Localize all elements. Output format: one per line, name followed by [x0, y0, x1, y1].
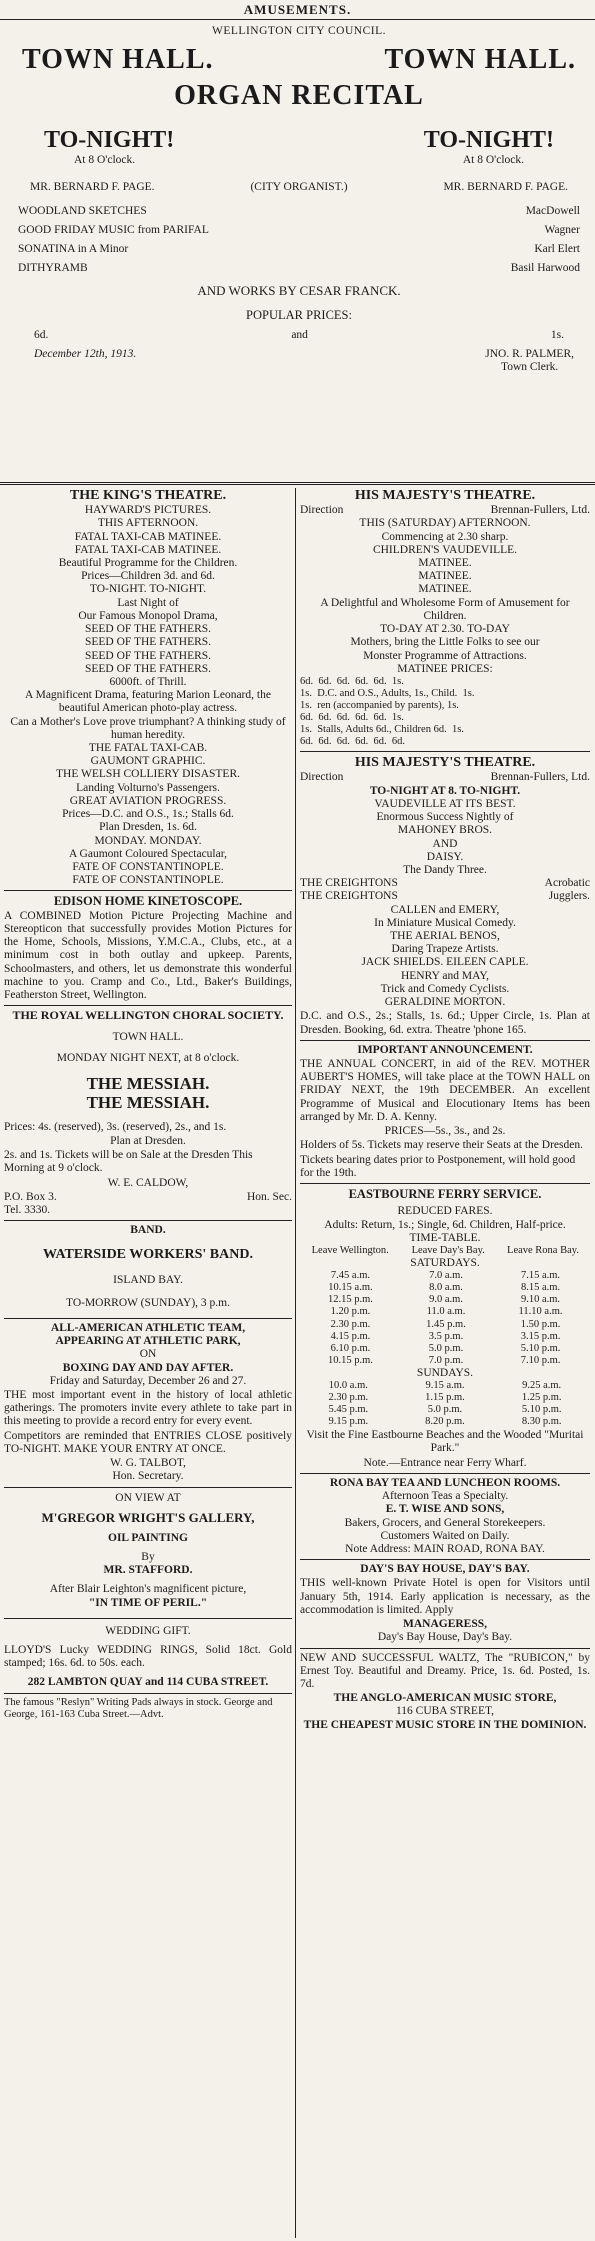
- act-name: THE CREIGHTONS: [300, 890, 398, 903]
- ferry-row: [300, 1392, 590, 1404]
- gallery-ad: [4, 1492, 292, 1610]
- ferry-time: 7.0 a.m.: [429, 1270, 463, 1282]
- ferry-time: 2.30 p.m.: [328, 1392, 369, 1404]
- left-column: [4, 488, 292, 1722]
- section-header: AMUSEMENTS.: [0, 0, 595, 20]
- kings-line: Plan Dresden, 1s. 6d.: [99, 821, 197, 834]
- rona-ad: [300, 1477, 590, 1556]
- gallery-artist: MR. STAFFORD.: [103, 1564, 193, 1577]
- popular-prices: POPULAR PRICES:: [246, 308, 352, 323]
- wedding-address: 282 LAMBTON QUAY and 114 CUBA STREET.: [27, 1676, 269, 1689]
- kings-line: HAYWARD'S PICTURES.: [84, 504, 212, 517]
- daysbay-place: Day's Bay House, Day's Bay.: [377, 1631, 513, 1644]
- his1-title: HIS MAJESTY'S THEATRE.: [354, 488, 536, 503]
- kings-line: FATAL TAXI-CAB MATINEE.: [74, 543, 222, 556]
- works-line: AND WORKS BY CESAR FRANCK.: [197, 282, 401, 298]
- programme-composer: Wagner: [544, 223, 580, 236]
- ferry-sundays: SUNDAYS.: [416, 1366, 474, 1379]
- organ-recital-title: ORGAN RECITAL: [174, 80, 424, 112]
- rona-specialty: Afternoon Teas a Specialty.: [381, 1490, 509, 1503]
- aubert-holders: Holders of 5s. Tickets may reserve their Seats at the Dresden.: [300, 1139, 583, 1152]
- ferry-time: 5.0 p.m.: [428, 1342, 464, 1354]
- ferry-row: [300, 1331, 590, 1343]
- band-ad: [4, 1224, 292, 1310]
- choral-prices: Prices: 4s. (reserved), 3s. (reserved), 2s., and 1s.: [4, 1120, 227, 1133]
- organist-right: MR. BERNARD F. PAGE.: [443, 181, 568, 194]
- kings-line: FATE OF CONSTANTINOPLE.: [72, 874, 224, 887]
- kings-line: THE FATAL TAXI-CAB.: [88, 742, 208, 755]
- his2-line: MAHONEY BROS.: [397, 824, 493, 837]
- waltz-body: NEW AND SUCCESSFUL WALTZ, The "RUBICON," by Ernest Toy. Beautiful and Dreamy. Price, 1s. 6d. Posted, 1s. 7d.: [300, 1651, 590, 1690]
- waltz-street: 116 CUBA STREET,: [395, 1705, 495, 1718]
- kings-line: GAUMONT GRAPHIC.: [90, 755, 206, 768]
- athletic-ad: [4, 1322, 292, 1484]
- rona-customers: Customers Waited on Daily.: [380, 1529, 510, 1542]
- wedding-body: LLOYD'S Lucky WEDDING RINGS, Solid 18ct. Gold stamped; 16s. 6d. to 50s. each.: [4, 1644, 292, 1670]
- kings-line: FATAL TAXI-CAB MATINEE.: [74, 530, 222, 543]
- tonight-right: TO-NIGHT!: [423, 126, 554, 153]
- his2-line: In Miniature Musical Comedy.: [374, 916, 516, 929]
- gallery-picture: "IN TIME OF PERIL.": [88, 1596, 208, 1609]
- messiah-1: THE MESSIAH.: [86, 1073, 210, 1093]
- rona-title: RONA BAY TEA AND LUNCHEON ROOMS.: [329, 1476, 561, 1489]
- ferry-row: [300, 1343, 590, 1355]
- programme-piece: SONATINA in A Minor: [18, 243, 129, 256]
- kings-line: Beautiful Programme for the Children.: [58, 556, 238, 569]
- ferry-time: 7.45 a.m.: [330, 1270, 370, 1282]
- band-title: BAND.: [130, 1224, 166, 1237]
- ferry-time: 10.15 p.m.: [328, 1354, 373, 1366]
- ferry-row: [300, 1355, 590, 1367]
- ferry-time: 9.0 a.m.: [429, 1294, 463, 1306]
- programme-row: [18, 243, 580, 256]
- his2-acts: [300, 877, 590, 903]
- kings-line: Last Night of: [117, 596, 179, 609]
- his2-line: DAISY.: [426, 850, 464, 863]
- ferry-time: 11.0 a.m.: [426, 1306, 466, 1318]
- his1-line: Commencing at 2.30 sharp.: [381, 530, 509, 543]
- his1-line: TO-DAY AT 2.30. TO-DAY: [380, 623, 510, 636]
- ferry-row: [300, 1319, 590, 1331]
- aubert-title: IMPORTANT ANNOUNCEMENT.: [357, 1043, 533, 1056]
- ferry-sunday-table: [300, 1380, 590, 1428]
- his1-price-row: 6d. 6d. 6d. 6d. 6d. 6d.: [300, 736, 405, 748]
- gallery-oil: OIL PAINTING: [108, 1531, 188, 1544]
- ferry-visit: Visit the Fine Eastbourne Beaches and the Wooded "Muritai Park.": [306, 1429, 584, 1455]
- ferry-timetable: TIME-TABLE.: [409, 1231, 481, 1244]
- his-majestys-vaudeville-ad: [300, 755, 590, 1036]
- ferry-time: 3.5 p.m.: [428, 1330, 464, 1342]
- programme-piece: WOODLAND SKETCHES: [18, 204, 147, 217]
- kings-line: SEED OF THE FATHERS.: [84, 649, 212, 662]
- his1-line: Mothers, bring the Little Folks to see our: [350, 636, 540, 649]
- ferry-time: 11.10 a.m.: [518, 1306, 563, 1318]
- council-line: WELLINGTON CITY COUNCIL.: [212, 25, 386, 37]
- ferry-time: 7.0 p.m.: [428, 1354, 464, 1366]
- choral-ad: [4, 1009, 292, 1217]
- kings-line: A Gaumont Coloured Spectacular,: [69, 847, 227, 860]
- ferry-time: 10.0 a.m.: [328, 1380, 368, 1391]
- ferry-time: 7.15 a.m.: [520, 1270, 561, 1282]
- act-row: [300, 890, 590, 903]
- ferry-time: 3.15 p.m.: [520, 1330, 561, 1342]
- organist-left: MR. BERNARD F. PAGE.: [30, 181, 155, 194]
- kings-line: GREAT AVIATION PROGRESS.: [69, 794, 227, 807]
- ferry-time: 5.10 p.m.: [521, 1404, 562, 1416]
- ferry-time: 9.15 a.m.: [425, 1380, 465, 1391]
- at8-right: At 8 O'clock.: [462, 154, 524, 167]
- his1-line: MATINEE.: [418, 556, 472, 569]
- programme-piece: GOOD FRIDAY MUSIC from PARIFAL: [18, 223, 209, 236]
- at8-left: At 8 O'clock.: [74, 154, 136, 167]
- his2-line: Trick and Comedy Cyclists.: [380, 982, 510, 995]
- ferry-time: 7.10 p.m.: [520, 1354, 561, 1366]
- ferry-time: 4.15 p.m.: [330, 1330, 371, 1342]
- days-bay-ad: [300, 1563, 590, 1644]
- his2-line: Enormous Success Nightly of: [376, 811, 514, 824]
- ferry-time: 1.45 p.m.: [426, 1318, 466, 1330]
- ferry-time: 6.10 p.m.: [330, 1342, 371, 1354]
- athletic-title-2: APPEARING AT ATHLETIC PARK,: [55, 1335, 241, 1348]
- his1-line: CHILDREN'S VAUDEVILLE.: [372, 543, 518, 556]
- ferry-time: 8.30 p.m.: [521, 1416, 562, 1428]
- his2-lines: [300, 798, 590, 877]
- his1-line: A Delightful and Wholesome Form of Amusement for Children.: [320, 596, 570, 622]
- his2-direction-r: Brennan-Fullers, Ltd.: [490, 771, 590, 784]
- his1-direction-r: Brennan-Fullers, Ltd.: [490, 504, 590, 517]
- ferry-reduced: REDUCED FARES.: [397, 1205, 493, 1218]
- choral-tickets: 2s. and 1s. Tickets will be on Sale at the Dresden This Morning at 9 o'clock.: [4, 1149, 253, 1175]
- messiah-2: THE MESSIAH.: [86, 1093, 210, 1113]
- ferry-time: 5.10 p.m.: [520, 1342, 561, 1354]
- ferry-time: 9.15 p.m.: [328, 1416, 369, 1428]
- ferry-time: 8.20 p.m.: [425, 1416, 465, 1428]
- choral-tel: Tel. 3330.: [4, 1203, 51, 1216]
- band-name: WATERSIDE WORKERS' BAND.: [43, 1247, 253, 1263]
- ferry-row: [300, 1306, 590, 1318]
- tonight-left: TO-NIGHT!: [44, 126, 175, 153]
- rona-trade: Bakers, Grocers, and General Storekeepers.: [344, 1516, 546, 1529]
- his2-line: HENRY and MAY,: [400, 969, 490, 982]
- ferry-time: 8.15 a.m.: [520, 1282, 561, 1294]
- aubert-body: THE ANNUAL CONCERT, in aid of the REV. MOTHER AUBERT'S HOMES, will take place at the TOWN HALL on FRIDAY NEXT, the 19th DECEMBER. An excellent Programme of Musical and Elocutionary Items has been arranged by Mr. D. A. Kenny.: [300, 1058, 590, 1123]
- his2-line: AND: [432, 837, 458, 850]
- gallery-title: ON VIEW AT: [115, 1491, 181, 1504]
- price-and: and: [291, 328, 308, 341]
- band-when: TO-MORROW (SUNDAY), 3 p.m.: [66, 1296, 230, 1309]
- waltz-cheapest: THE CHEAPEST MUSIC STORE IN THE DOMINION.: [303, 1718, 587, 1731]
- ferry-row: [300, 1270, 590, 1282]
- choral-po: P.O. Box 3.: [4, 1190, 57, 1203]
- ferry-row: [300, 1282, 590, 1294]
- ferry-saturdays: SATURDAYS.: [410, 1257, 480, 1270]
- gallery-name: M'GREGOR WRIGHT'S GALLERY,: [41, 1509, 255, 1525]
- programme-composer: Karl Elert: [534, 243, 580, 256]
- kings-line: MONDAY. MONDAY.: [94, 834, 202, 847]
- act-role: Acrobatic: [544, 877, 590, 890]
- rona-firm: E. T. WISE AND SONS,: [385, 1503, 505, 1516]
- athletic-sig: W. G. TALBOT,: [110, 1457, 186, 1470]
- kings-line: Landing Volturno's Passengers.: [76, 781, 220, 794]
- his1-line: MATINEE PRICES:: [397, 662, 493, 675]
- kings-line: 6000ft. of Thrill.: [109, 675, 187, 688]
- his1-price-row: 6d. 6d. 6d. 6d. 6d. 1s.: [300, 712, 404, 724]
- his1-price-row: 1s. D.C. and O.S., Adults, 1s., Child. 1s.: [300, 688, 475, 699]
- kings-theatre-ad: [4, 488, 292, 887]
- waltz-store: THE ANGLO-AMERICAN MUSIC STORE,: [333, 1692, 557, 1705]
- programme-list: [14, 205, 584, 276]
- his2-tonight: TO-NIGHT AT 8. TO-NIGHT.: [369, 784, 521, 797]
- aubert-ad: [300, 1044, 590, 1180]
- ferry-time: 1.15 p.m.: [425, 1392, 465, 1404]
- ferry-time: 1.25 p.m.: [521, 1392, 562, 1404]
- his2-line: CALLEN and EMERY,: [390, 903, 500, 916]
- ferry-row: [300, 1380, 590, 1392]
- ferry-time: 1.50 p.m.: [520, 1318, 561, 1330]
- kings-line: Our Famous Monopol Drama,: [78, 609, 218, 622]
- waltz-ad: [300, 1652, 590, 1732]
- programme-row: [18, 205, 580, 218]
- his2-line: JACK SHIELDS. EILEEN CAPLE.: [361, 956, 529, 969]
- reslyn-advt: The famous "Reslyn" Writing Pads always in stock. George and George, 161-163 Cuba Street.—Advt.: [4, 1696, 273, 1720]
- ferry-title: EASTBOURNE FERRY SERVICE.: [348, 1186, 542, 1201]
- athletic-title-3: ON: [139, 1348, 157, 1361]
- ferry-row: [300, 1294, 590, 1306]
- his1-line: MATINEE.: [418, 570, 472, 583]
- ferry-saturday-table: [300, 1270, 590, 1367]
- athletic-entries: Competitors are reminded that ENTRIES CLOSE positively TO-NIGHT. MAKE YOUR ENTRY AT ONCE.: [4, 1429, 292, 1455]
- kings-line: A Magnificent Drama, featuring Marion Leonard, the beautiful American photo-play actress.: [25, 689, 271, 715]
- his1-direction-l: Direction: [300, 504, 344, 517]
- his2-direction-l: Direction: [300, 771, 344, 784]
- choral-when: MONDAY NIGHT NEXT, at 8 o'clock.: [56, 1052, 240, 1065]
- ferry-time: 2.30 p.m.: [330, 1318, 371, 1330]
- programme-composer: MacDowell: [525, 204, 580, 217]
- kings-line: Can a Mother's Love prove triumphant? A thinking study of human heredity.: [10, 715, 286, 741]
- kings-line: Prices—D.C. and O.S., 1s.; Stalls 6d.: [62, 808, 234, 821]
- ferry-fares: Adults: Return, 1s.; Single, 6d. Children, Half-price.: [324, 1218, 566, 1231]
- band-place: ISLAND BAY.: [113, 1273, 183, 1286]
- edison-title: EDISON HOME KINETOSCOPE.: [53, 894, 243, 909]
- ferry-col-head: Leave Day's Bay.: [411, 1245, 485, 1256]
- his2-line: THE AERIAL BENOS,: [390, 930, 500, 943]
- athletic-dates: Friday and Saturday, December 26 and 27.: [49, 1374, 247, 1387]
- ferry-time: 8.0 a.m.: [429, 1282, 463, 1294]
- notice-date: December 12th, 1913.: [34, 348, 137, 361]
- gallery-after: After Blair Leighton's magnificent picture,: [49, 1583, 247, 1596]
- ferry-col-head: Leave Rona Bay.: [507, 1245, 579, 1256]
- ferry-time: 10.15 a.m.: [328, 1282, 373, 1294]
- choral-title: THE ROYAL WELLINGTON CHORAL SOCIETY.: [12, 1008, 284, 1023]
- choral-venue: TOWN HALL.: [112, 1031, 184, 1044]
- daysbay-title: DAY'S BAY HOUSE, DAY'S BAY.: [360, 1563, 530, 1576]
- programme-row: [18, 262, 580, 275]
- programme-row: [18, 224, 580, 237]
- his1-line: THIS (SATURDAY) AFTERNOON.: [359, 517, 531, 530]
- clerk-name: JNO. R. PALMER,: [485, 348, 574, 361]
- ferry-row: [300, 1416, 590, 1428]
- programme-composer: Basil Harwood: [510, 262, 580, 275]
- kings-line: Prices—Children 3d. and 6d.: [81, 570, 215, 583]
- his-majestys-matinee-ad: [300, 488, 590, 748]
- kings-line: SEED OF THE FATHERS.: [84, 636, 212, 649]
- ferry-ad: [300, 1187, 590, 1470]
- choral-sec: Hon. Sec.: [246, 1190, 292, 1203]
- edison-body: A COMBINED Motion Picture Projecting Machine and Stereopticon that successfully provides Motion Pictures for the Home, Schools, Missions, Y.M.C.A., Clubs, etc., at a minimum cost in both outlay and upkeep. Parents, Schoolmasters, and others, let us demonstrate this wonderful machine to you. Cramp and Co., Ltd., Baker's Buildings, Featherston Street, Wellington.: [4, 909, 292, 1002]
- ferry-time: 1.20 p.m.: [330, 1306, 371, 1318]
- athletic-title-4: BOXING DAY AND DAY AFTER.: [62, 1361, 234, 1374]
- ferry-col-head: Leave Wellington.: [311, 1245, 389, 1256]
- kings-title: THE KING'S THEATRE.: [69, 488, 227, 503]
- his1-line: Monster Programme of Attractions.: [363, 649, 527, 662]
- organist-mid: (CITY ORGANIST.): [250, 181, 348, 194]
- town-hall-right: TOWN HALL.: [384, 44, 576, 76]
- act-role: Jugglers.: [548, 890, 590, 903]
- his1-line: MATINEE.: [418, 583, 472, 596]
- ferry-table: [300, 1245, 590, 1257]
- town-hall-left: TOWN HALL.: [22, 44, 214, 76]
- ferry-time: 9.10 a.m.: [520, 1294, 561, 1306]
- ferry-time: 5.0 p.m.: [427, 1404, 463, 1416]
- his2-line: The Dandy Three.: [403, 863, 487, 876]
- price-left: 6d.: [34, 328, 49, 341]
- aubert-tickets: Tickets bearing dates prior to Postponement, will hold good for the 19th.: [300, 1153, 576, 1179]
- kings-line: TO-NIGHT. TO-NIGHT.: [89, 583, 207, 596]
- his2-line: Daring Trapeze Artists.: [391, 943, 499, 956]
- his1-price-row: 1s. Stalls, Adults 6d., Children 6d. 1s.: [300, 724, 464, 736]
- ferry-time: 12.15 p.m.: [328, 1294, 373, 1306]
- kings-line: FATE OF CONSTANTINOPLE.: [72, 861, 224, 873]
- ferry-row: [300, 1404, 590, 1416]
- athletic-title-1: ALL-AMERICAN ATHLETIC TEAM,: [50, 1321, 246, 1334]
- kings-line: THIS AFTERNOON.: [97, 517, 199, 530]
- choral-sig: W. E. CALDOW,: [107, 1176, 189, 1189]
- wedding-ad: [4, 1625, 292, 1690]
- his2-title: HIS MAJESTY'S THEATRE.: [354, 755, 536, 771]
- choral-plan: Plan at Dresden.: [110, 1134, 186, 1147]
- act-name: THE CREIGHTONS: [300, 877, 398, 890]
- wedding-title: WEDDING GIFT.: [105, 1624, 191, 1637]
- kings-line: SEED OF THE FATHERS.: [84, 623, 212, 636]
- act-row: [300, 877, 590, 890]
- kings-line: THE WELSH COLLIERY DISASTER.: [56, 768, 240, 781]
- ferry-note: Note.—Entrance near Ferry Wharf.: [363, 1456, 527, 1469]
- programme-piece: DITHYRAMB: [18, 262, 88, 275]
- his2-line: GERALDINE MORTON.: [384, 996, 506, 1009]
- kings-line: SEED OF THE FATHERS.: [84, 662, 212, 675]
- his2-lines2: [300, 904, 590, 1010]
- athletic-body: THE most important event in the history of local athletic gatherings. The promoters invite every athlete to take part in this meeting to provide a record entry for every event.: [4, 1389, 292, 1428]
- edison-ad: [4, 894, 292, 1002]
- his1-lines: [300, 517, 590, 676]
- aubert-prices: PRICES—5s., 3s., and 2s.: [384, 1125, 506, 1138]
- organ-recital-ad: [14, 22, 584, 482]
- gallery-by: By: [141, 1550, 155, 1563]
- athletic-sec: Hon. Secretary.: [112, 1470, 184, 1483]
- his1-prices: [300, 676, 590, 748]
- his1-price-row: 1s. ren (accompanied by parents), 1s.: [300, 700, 459, 712]
- ferry-time: 9.25 a.m.: [522, 1380, 562, 1391]
- his2-prices: D.C. and O.S., 2s.; Stalls, 1s. 6d.; Upper Circle, 1s. Plan at Dresden. Booking, 6d. extra. Theatre 'phone 165.: [300, 1010, 590, 1036]
- ferry-time: 5.45 p.m.: [328, 1404, 369, 1416]
- rona-address: Note Address: MAIN ROAD, RONA BAY.: [345, 1543, 545, 1555]
- price-right: 1s.: [550, 328, 564, 341]
- kings-lines: [4, 504, 292, 887]
- daysbay-body: THIS well-known Private Hotel is open for Visitors until January 5th, 1914. Early application is necessary, as the accommodation is limited. Apply: [300, 1577, 590, 1616]
- his1-price-row: 6d. 6d. 6d. 6d. 6d. 1s.: [300, 675, 404, 687]
- clerk-title: Town Clerk.: [500, 361, 559, 374]
- right-column: [300, 488, 590, 1732]
- column-divider: [295, 488, 296, 2238]
- daysbay-manager: MANAGERESS,: [402, 1618, 488, 1631]
- his2-line: VAUDEVILLE AT ITS BEST.: [374, 797, 516, 810]
